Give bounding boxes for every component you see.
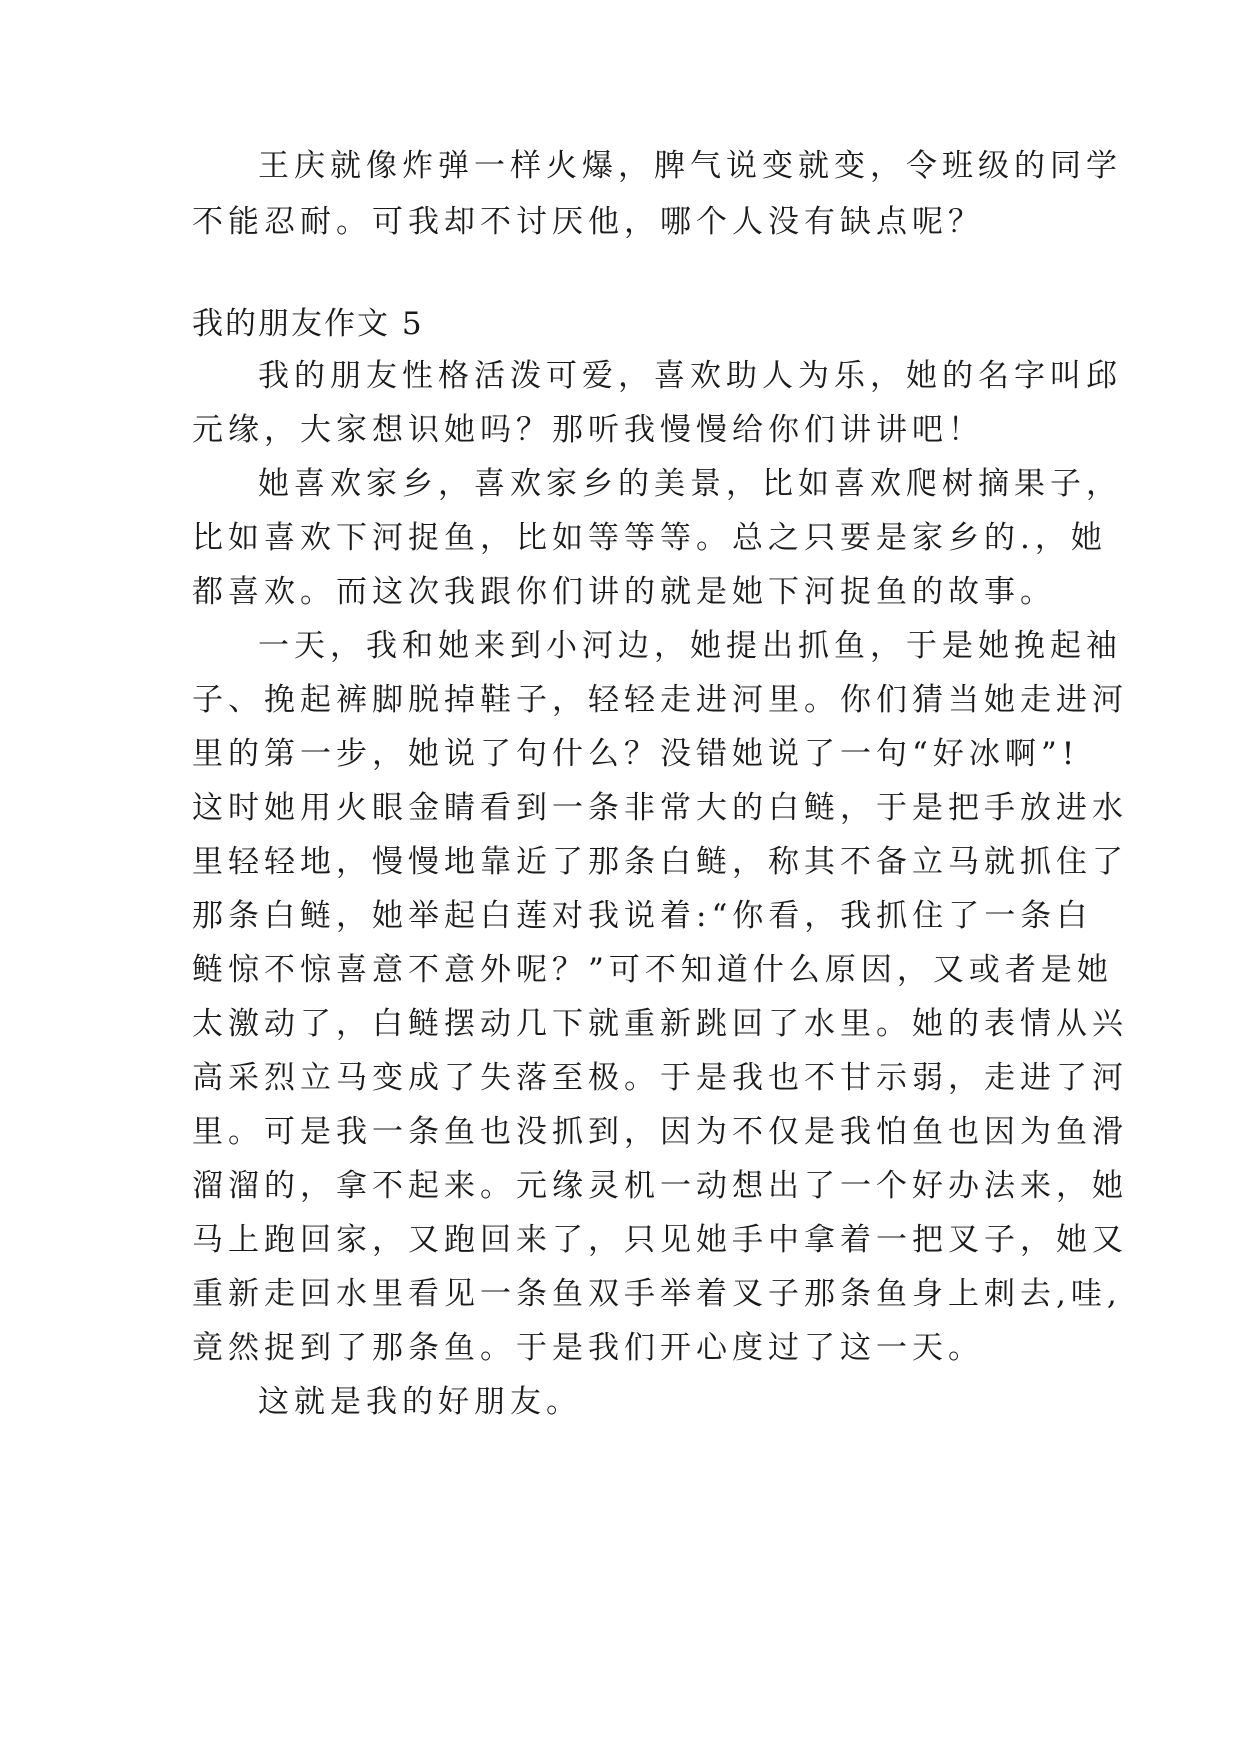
paragraph-line: 重新走回水里看见一条鱼双手举着叉子那条鱼身上刺去,哇, [192, 1276, 1122, 1312]
paragraph-line: 里轻轻地，慢慢地靠近了那条白鲢，称其不备立马就抓住了 [192, 844, 1128, 880]
paragraph-line: 她喜欢家乡，喜欢家乡的美景，比如喜欢爬树摘果子， [258, 466, 1122, 502]
paragraph-line: 元缘，大家想识她吗？那听我慢慢给你们讲讲吧！ [192, 412, 984, 448]
section-title: 我的朋友作文 5 [192, 306, 424, 342]
paragraph-line: 太激动了，白鲢摆动几下就重新跳回了水里。她的表情从兴 [192, 1006, 1128, 1042]
paragraph-line: 子、挽起裤脚脱掉鞋子，轻轻走进河里。你们猜当她走进河 [192, 682, 1128, 718]
paragraph-line: 里的第一步，她说了句什么？没错她说了一句“好冰啊”! [192, 736, 1080, 772]
paragraph-line: 这时她用火眼金睛看到一条非常大的白鲢，于是把手放进水 [192, 790, 1128, 826]
paragraph-line: 竟然捉到了那条鱼。于是我们开心度过了这一天。 [192, 1330, 984, 1366]
paragraph-line: 马上跑回家，又跑回来了，只见她手中拿着一把叉子，她又 [192, 1222, 1128, 1258]
paragraph-line: 里。可是我一条鱼也没抓到，因为不仅是我怕鱼也因为鱼滑 [192, 1114, 1128, 1150]
paragraph-line: 王庆就像炸弹一样火爆，脾气说变就变，令班级的同学 [258, 148, 1122, 184]
paragraph-line: 不能忍耐。可我却不讨厌他，哪个人没有缺点呢？ [192, 204, 984, 240]
paragraph-line: 这就是我的好朋友。 [258, 1384, 582, 1420]
paragraph-line: 鲢惊不惊喜意不意外呢？”可不知道什么原因，又或者是她 [192, 952, 1113, 988]
paragraph-line: 比如喜欢下河捉鱼，比如等等等。总之只要是家乡的.，她 [192, 520, 1107, 556]
paragraph-line: 溜溜的，拿不起来。元缘灵机一动想出了一个好办法来，她 [192, 1168, 1128, 1204]
paragraph-line: 高采烈立马变成了失落至极。于是我也不甘示弱，走进了河 [192, 1060, 1128, 1096]
paragraph-line: 都喜欢。而这次我跟你们讲的就是她下河捉鱼的故事。 [192, 574, 1056, 610]
paragraph-line: 一天，我和她来到小河边，她提出抓鱼，于是她挽起袖 [258, 628, 1122, 664]
paragraph-line: 我的朋友性格活泼可爱，喜欢助人为乐，她的名字叫邱 [258, 358, 1122, 394]
paragraph-line: 那条白鲢，她举起白莲对我说着:“你看，我抓住了一条白 [192, 898, 1093, 934]
